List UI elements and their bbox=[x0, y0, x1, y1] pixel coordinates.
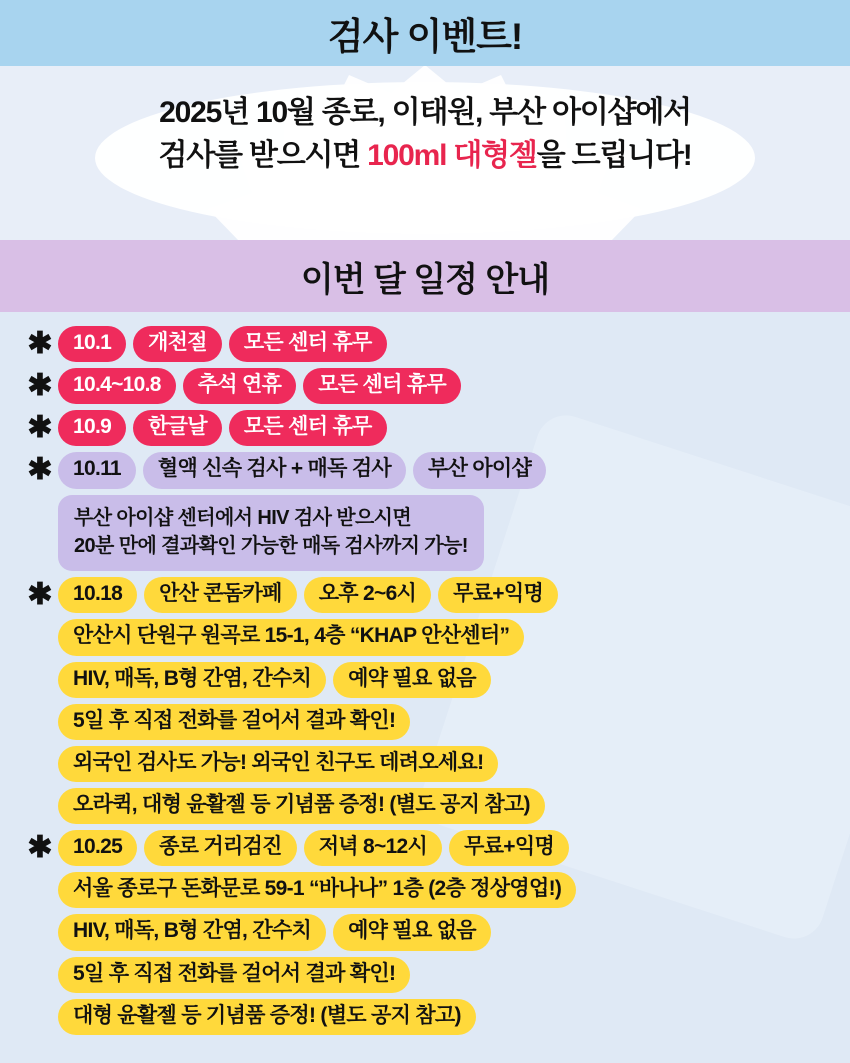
schedule-row bbox=[22, 704, 850, 740]
schedule-chip: 모든 센터 휴무 bbox=[229, 410, 387, 446]
schedule-title: 이번 달 일정 안내 bbox=[300, 260, 550, 299]
chip-group bbox=[58, 830, 569, 866]
schedule-row bbox=[22, 619, 850, 655]
schedule-chip: 10.25 bbox=[58, 830, 137, 866]
schedule-chip: 외국인 검사도 가능! 외국인 친구도 데려오세요! bbox=[58, 746, 498, 782]
promo-line-1: 2025년 10월 종로, 이태원, 부산 아이샵에서 bbox=[159, 96, 691, 129]
bullet-spacer bbox=[22, 665, 58, 695]
schedule-row bbox=[22, 830, 850, 866]
bullet-star-icon: ✱ bbox=[27, 453, 53, 487]
schedule-chip: 무료+익명 bbox=[449, 830, 569, 866]
bullet-spacer bbox=[22, 1002, 58, 1032]
schedule-note-row bbox=[22, 495, 850, 572]
chip-group bbox=[58, 619, 524, 655]
schedule-chip: 오라퀵, 대형 윤활젤 등 기념품 증정! (별도 공지 참고) bbox=[58, 788, 545, 824]
schedule-chip: 추석 연휴 bbox=[183, 368, 296, 404]
schedule-chip: 10.11 bbox=[58, 452, 136, 488]
schedule-note-line: 20분 만에 결과확인 가능한 매독 검사까지 가능! bbox=[74, 534, 468, 557]
bullet-star-icon: ✱ bbox=[27, 831, 53, 865]
promo-banner bbox=[0, 66, 850, 240]
schedule-chip: 저녁 8~12시 bbox=[304, 830, 442, 866]
chip-group bbox=[58, 577, 558, 613]
schedule-chip: 5일 후 직접 전화를 걸어서 결과 확인! bbox=[58, 957, 410, 993]
promo-text bbox=[0, 92, 850, 177]
schedule-row bbox=[22, 914, 850, 950]
chip-group bbox=[58, 914, 491, 950]
schedule-body bbox=[0, 312, 850, 1063]
bullet-spacer bbox=[22, 960, 58, 990]
bullet-star-icon: ✱ bbox=[27, 369, 53, 403]
chip-group bbox=[58, 704, 410, 740]
schedule-chip: 예약 필요 없음 bbox=[333, 914, 491, 950]
bullet-spacer bbox=[22, 749, 58, 779]
schedule-chip: HIV, 매독, B형 간염, 간수치 bbox=[58, 914, 326, 950]
schedule-row bbox=[22, 662, 850, 698]
schedule-row bbox=[22, 746, 850, 782]
chip-group bbox=[58, 368, 461, 404]
chip-group bbox=[58, 788, 545, 824]
schedule-chip: 안산 콘돔카페 bbox=[144, 577, 297, 613]
schedule-note bbox=[58, 495, 484, 572]
promo-line-2-suffix: 을 드립니다! bbox=[536, 138, 692, 172]
schedule-chip: 모든 센터 휴무 bbox=[229, 326, 387, 362]
bullet-spacer bbox=[22, 791, 58, 821]
schedule-chip: 안산시 단원구 원곡로 15-1, 4층 “KHAP 안산센터” bbox=[58, 619, 524, 655]
promo-line-2 bbox=[0, 135, 850, 178]
schedule-row bbox=[22, 999, 850, 1035]
chip-group bbox=[58, 746, 498, 782]
schedule-row bbox=[22, 872, 850, 908]
schedule-row bbox=[22, 368, 850, 404]
bullet-spacer bbox=[22, 518, 58, 548]
schedule-chip: 부산 아이샵 bbox=[413, 452, 546, 488]
schedule-header-banner bbox=[0, 240, 850, 312]
schedule-chip: 5일 후 직접 전화를 걸어서 결과 확인! bbox=[58, 704, 410, 740]
chip-group bbox=[58, 326, 387, 362]
bullet-spacer bbox=[22, 918, 58, 948]
schedule-note-line: 부산 아이샵 센터에서 HIV 검사 받으시면 bbox=[74, 506, 412, 529]
schedule-chip: 10.1 bbox=[58, 326, 126, 362]
schedule-chip: 10.18 bbox=[58, 577, 137, 613]
chip-group bbox=[58, 662, 491, 698]
schedule-row bbox=[22, 577, 850, 613]
schedule-chip: 무료+익명 bbox=[438, 577, 558, 613]
bullet-star-icon: ✱ bbox=[27, 578, 53, 612]
schedule-chip: 모든 센터 휴무 bbox=[303, 368, 461, 404]
schedule-row bbox=[22, 452, 850, 488]
schedule-row bbox=[22, 326, 850, 362]
schedule-chip: 예약 필요 없음 bbox=[333, 662, 491, 698]
chip-group bbox=[58, 872, 576, 908]
schedule-chip: 10.4~10.8 bbox=[58, 368, 176, 404]
schedule-chip: 개천절 bbox=[133, 326, 222, 362]
chip-group bbox=[58, 999, 476, 1035]
schedule-chip: 혈액 신속 검사 + 매독 검사 bbox=[143, 452, 406, 488]
schedule-chip: 10.9 bbox=[58, 410, 126, 446]
bullet-star-icon: ✱ bbox=[27, 327, 53, 361]
promo-highlight: 100ml 대형젤 bbox=[367, 138, 537, 172]
schedule-chip: HIV, 매독, B형 간염, 간수치 bbox=[58, 662, 326, 698]
schedule-chip: 한글날 bbox=[133, 410, 222, 446]
schedule-chip: 오후 2~6시 bbox=[304, 577, 431, 613]
schedule-chip: 서울 종로구 돈화문로 59-1 “바나나” 1층 (2층 정상영업!) bbox=[58, 872, 576, 908]
promo-line-2-prefix: 검사를 받으시면 bbox=[158, 138, 368, 172]
header-banner bbox=[0, 0, 850, 66]
schedule-row bbox=[22, 957, 850, 993]
schedule-chip: 종로 거리검진 bbox=[144, 830, 297, 866]
bullet-spacer bbox=[22, 875, 58, 905]
bullet-spacer bbox=[22, 623, 58, 653]
bullet-star-icon: ✱ bbox=[27, 411, 53, 445]
chip-group bbox=[58, 957, 410, 993]
schedule-row bbox=[22, 788, 850, 824]
schedule-list bbox=[0, 326, 850, 1035]
schedule-row bbox=[22, 410, 850, 446]
chip-group bbox=[58, 452, 546, 488]
schedule-chip: 대형 윤활젤 등 기념품 증정! (별도 공지 참고) bbox=[58, 999, 476, 1035]
chip-group bbox=[58, 410, 387, 446]
bullet-spacer bbox=[22, 707, 58, 737]
page-title: 검사 이벤트! bbox=[327, 16, 523, 57]
